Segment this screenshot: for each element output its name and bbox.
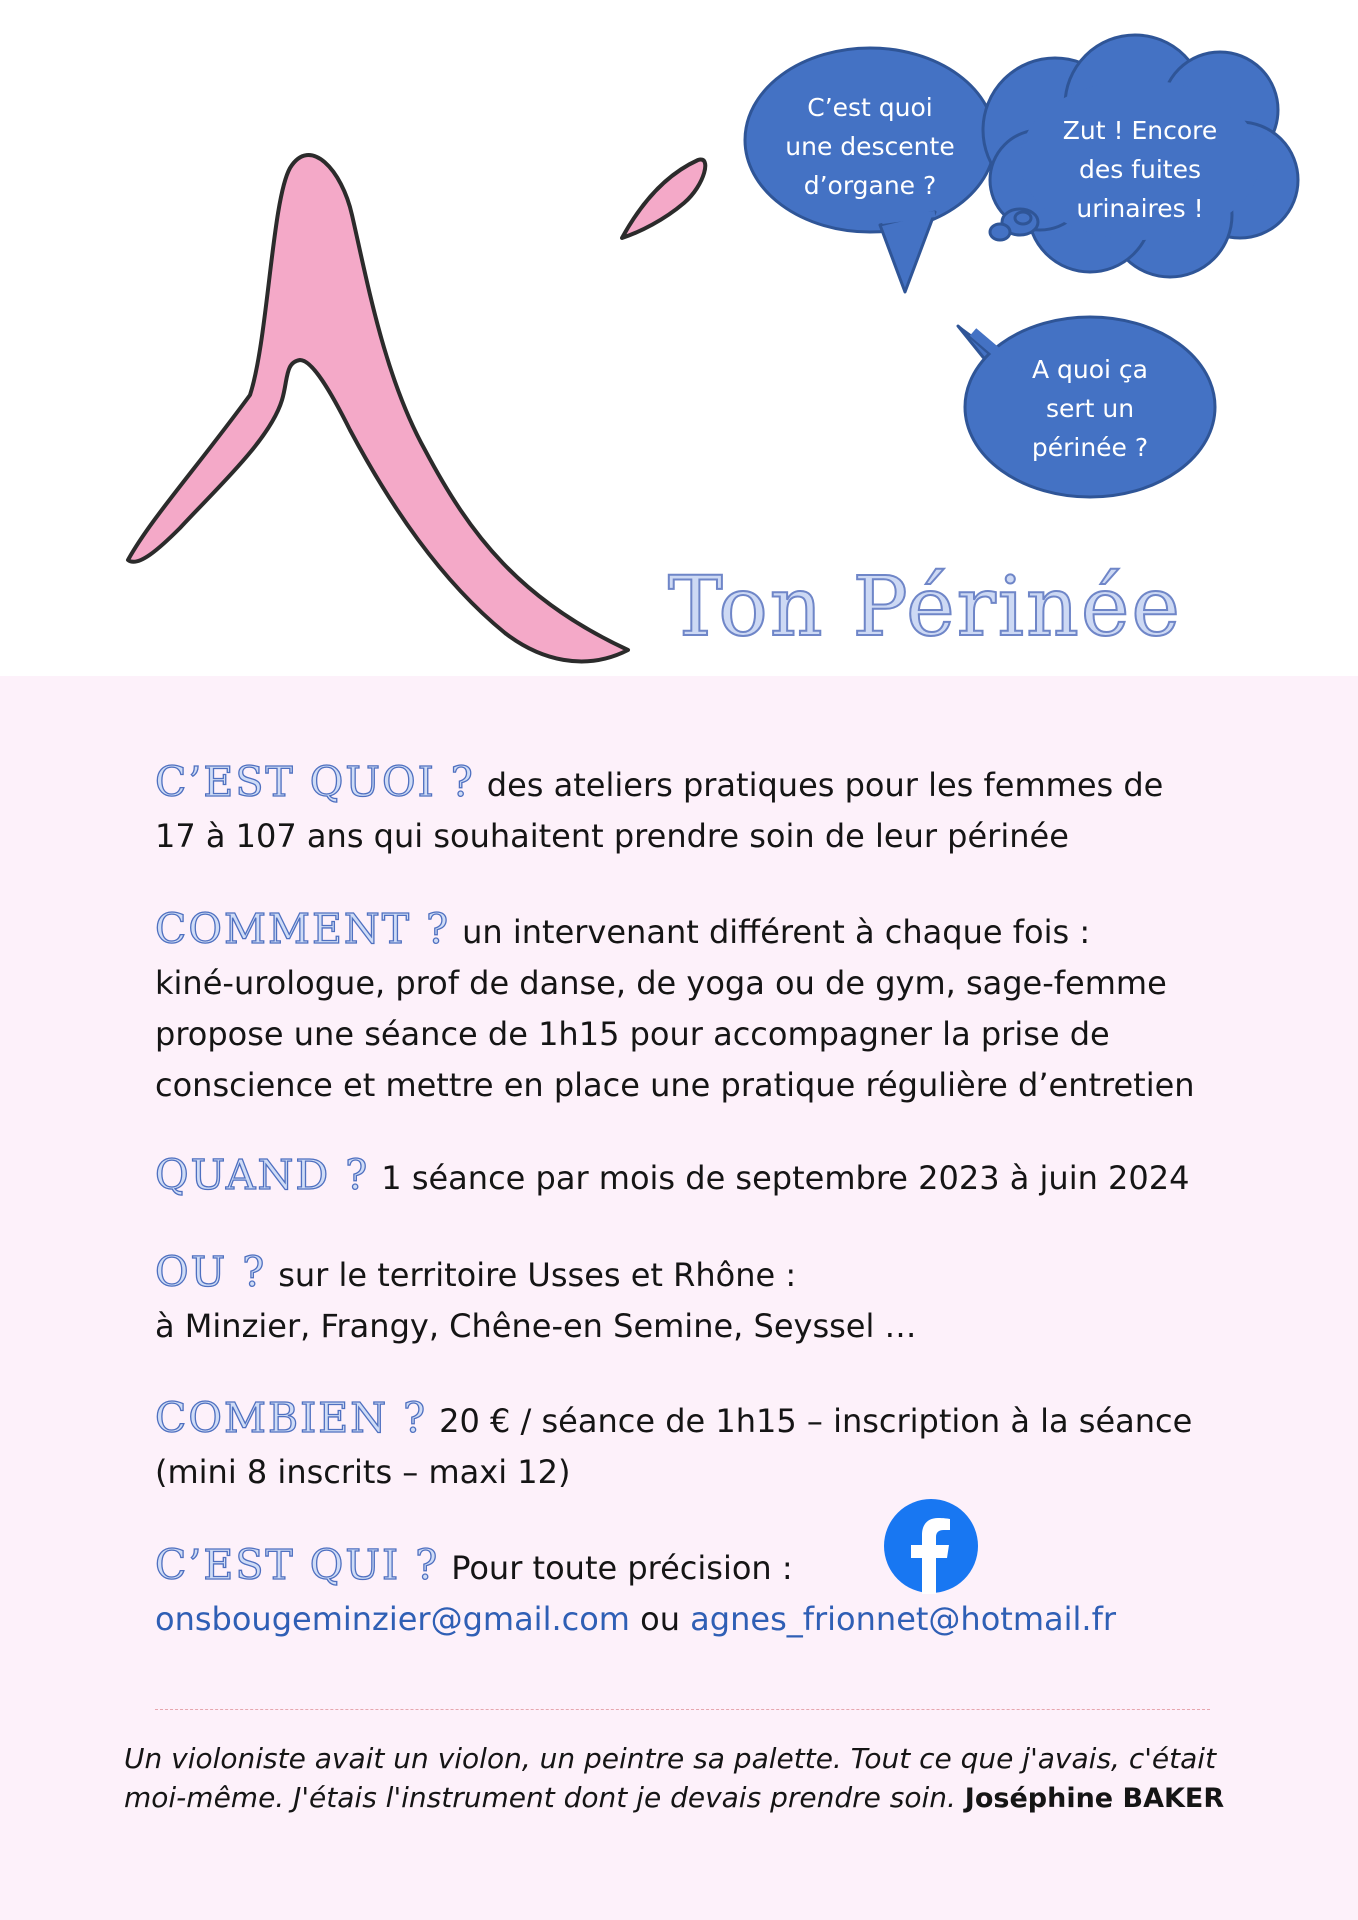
bubble-perineum-line3: périnée ? xyxy=(1031,433,1149,462)
price-line1: 20 € / séance de 1h15 – inscription à la séance xyxy=(439,1402,1193,1440)
keyword-how: COMMENT ? xyxy=(155,905,451,953)
page-title: Ton Périnée xyxy=(668,560,1182,655)
how-line1: un intervenant différent à chaque fois : xyxy=(462,913,1091,951)
bubble-organ-line3: d’organe ? xyxy=(803,171,937,200)
who-or: ou xyxy=(640,1600,680,1638)
where-line1: sur le territoire Usses et Rhône : xyxy=(278,1256,797,1294)
quote-author: Joséphine BAKER xyxy=(964,1783,1225,1814)
keyword-when: QUAND ? xyxy=(155,1151,370,1199)
bubble-leaks-line2: des fuites xyxy=(1078,155,1202,184)
section-how xyxy=(155,904,1285,1111)
how-line2: kiné-urologue, prof de danse, de yoga ou de gym, sage-femme xyxy=(155,964,1167,1002)
separator-line xyxy=(155,1709,1210,1710)
section-when xyxy=(155,1150,1285,1204)
when-line1: 1 séance par mois de septembre 2023 à juin 2024 xyxy=(381,1159,1190,1197)
bubble-leaks-text xyxy=(1040,111,1240,228)
section-who xyxy=(155,1540,1285,1645)
keyword-where: OU ? xyxy=(155,1248,267,1296)
keyword-what: C’EST QUOI ? xyxy=(155,758,475,806)
bubble-perineum-text xyxy=(990,350,1190,467)
email-link-agnes[interactable]: agnes_frionnet@hotmail.fr xyxy=(690,1600,1116,1638)
section-where xyxy=(155,1247,1285,1352)
logo-m-letter xyxy=(128,155,705,661)
section-price xyxy=(155,1393,1285,1498)
who-line1: Pour toute précision : xyxy=(451,1549,793,1587)
bubble-organ-line1: C’est quoi xyxy=(807,93,933,122)
price-line2: (mini 8 inscrits – maxi 12) xyxy=(155,1453,571,1491)
keyword-who: C’EST QUI ? xyxy=(155,1541,440,1589)
facebook-icon[interactable] xyxy=(883,1498,979,1594)
how-line3: propose une séance de 1h15 pour accompagner la prise de xyxy=(155,1015,1110,1053)
what-line1: des ateliers pratiques pour les femmes de xyxy=(486,766,1164,804)
section-what xyxy=(155,757,1285,862)
quote-text: Un violoniste avait un violon, un peintre sa palette. Tout ce que j'avais, c'était moi-même. J'étais l'instrument dont je devais prendre soin. xyxy=(124,1742,1217,1814)
bubble-perineum-line2: sert un xyxy=(1045,394,1135,423)
how-line4: conscience et mettre en place une pratique régulière d’entretien xyxy=(155,1066,1195,1104)
bubble-leaks-line3: urinaires ! xyxy=(1076,194,1204,223)
what-line2: 17 à 107 ans qui souhaitent prendre soin de leur périnée xyxy=(155,817,1069,855)
where-line2: à Minzier, Frangy, Chêne-en Semine, Seyssel … xyxy=(155,1307,917,1345)
bubble-organ-text xyxy=(765,88,975,205)
bubble-leaks-line1: Zut ! Encore xyxy=(1062,116,1218,145)
keyword-price: COMBIEN ? xyxy=(155,1394,428,1442)
quote-block xyxy=(124,1739,1274,1818)
bubble-organ-line2: une descente xyxy=(785,132,955,161)
email-link-onsbouge[interactable]: onsbougeminzier@gmail.com xyxy=(155,1600,630,1638)
bubble-perineum-line1: A quoi ça xyxy=(1031,355,1148,384)
